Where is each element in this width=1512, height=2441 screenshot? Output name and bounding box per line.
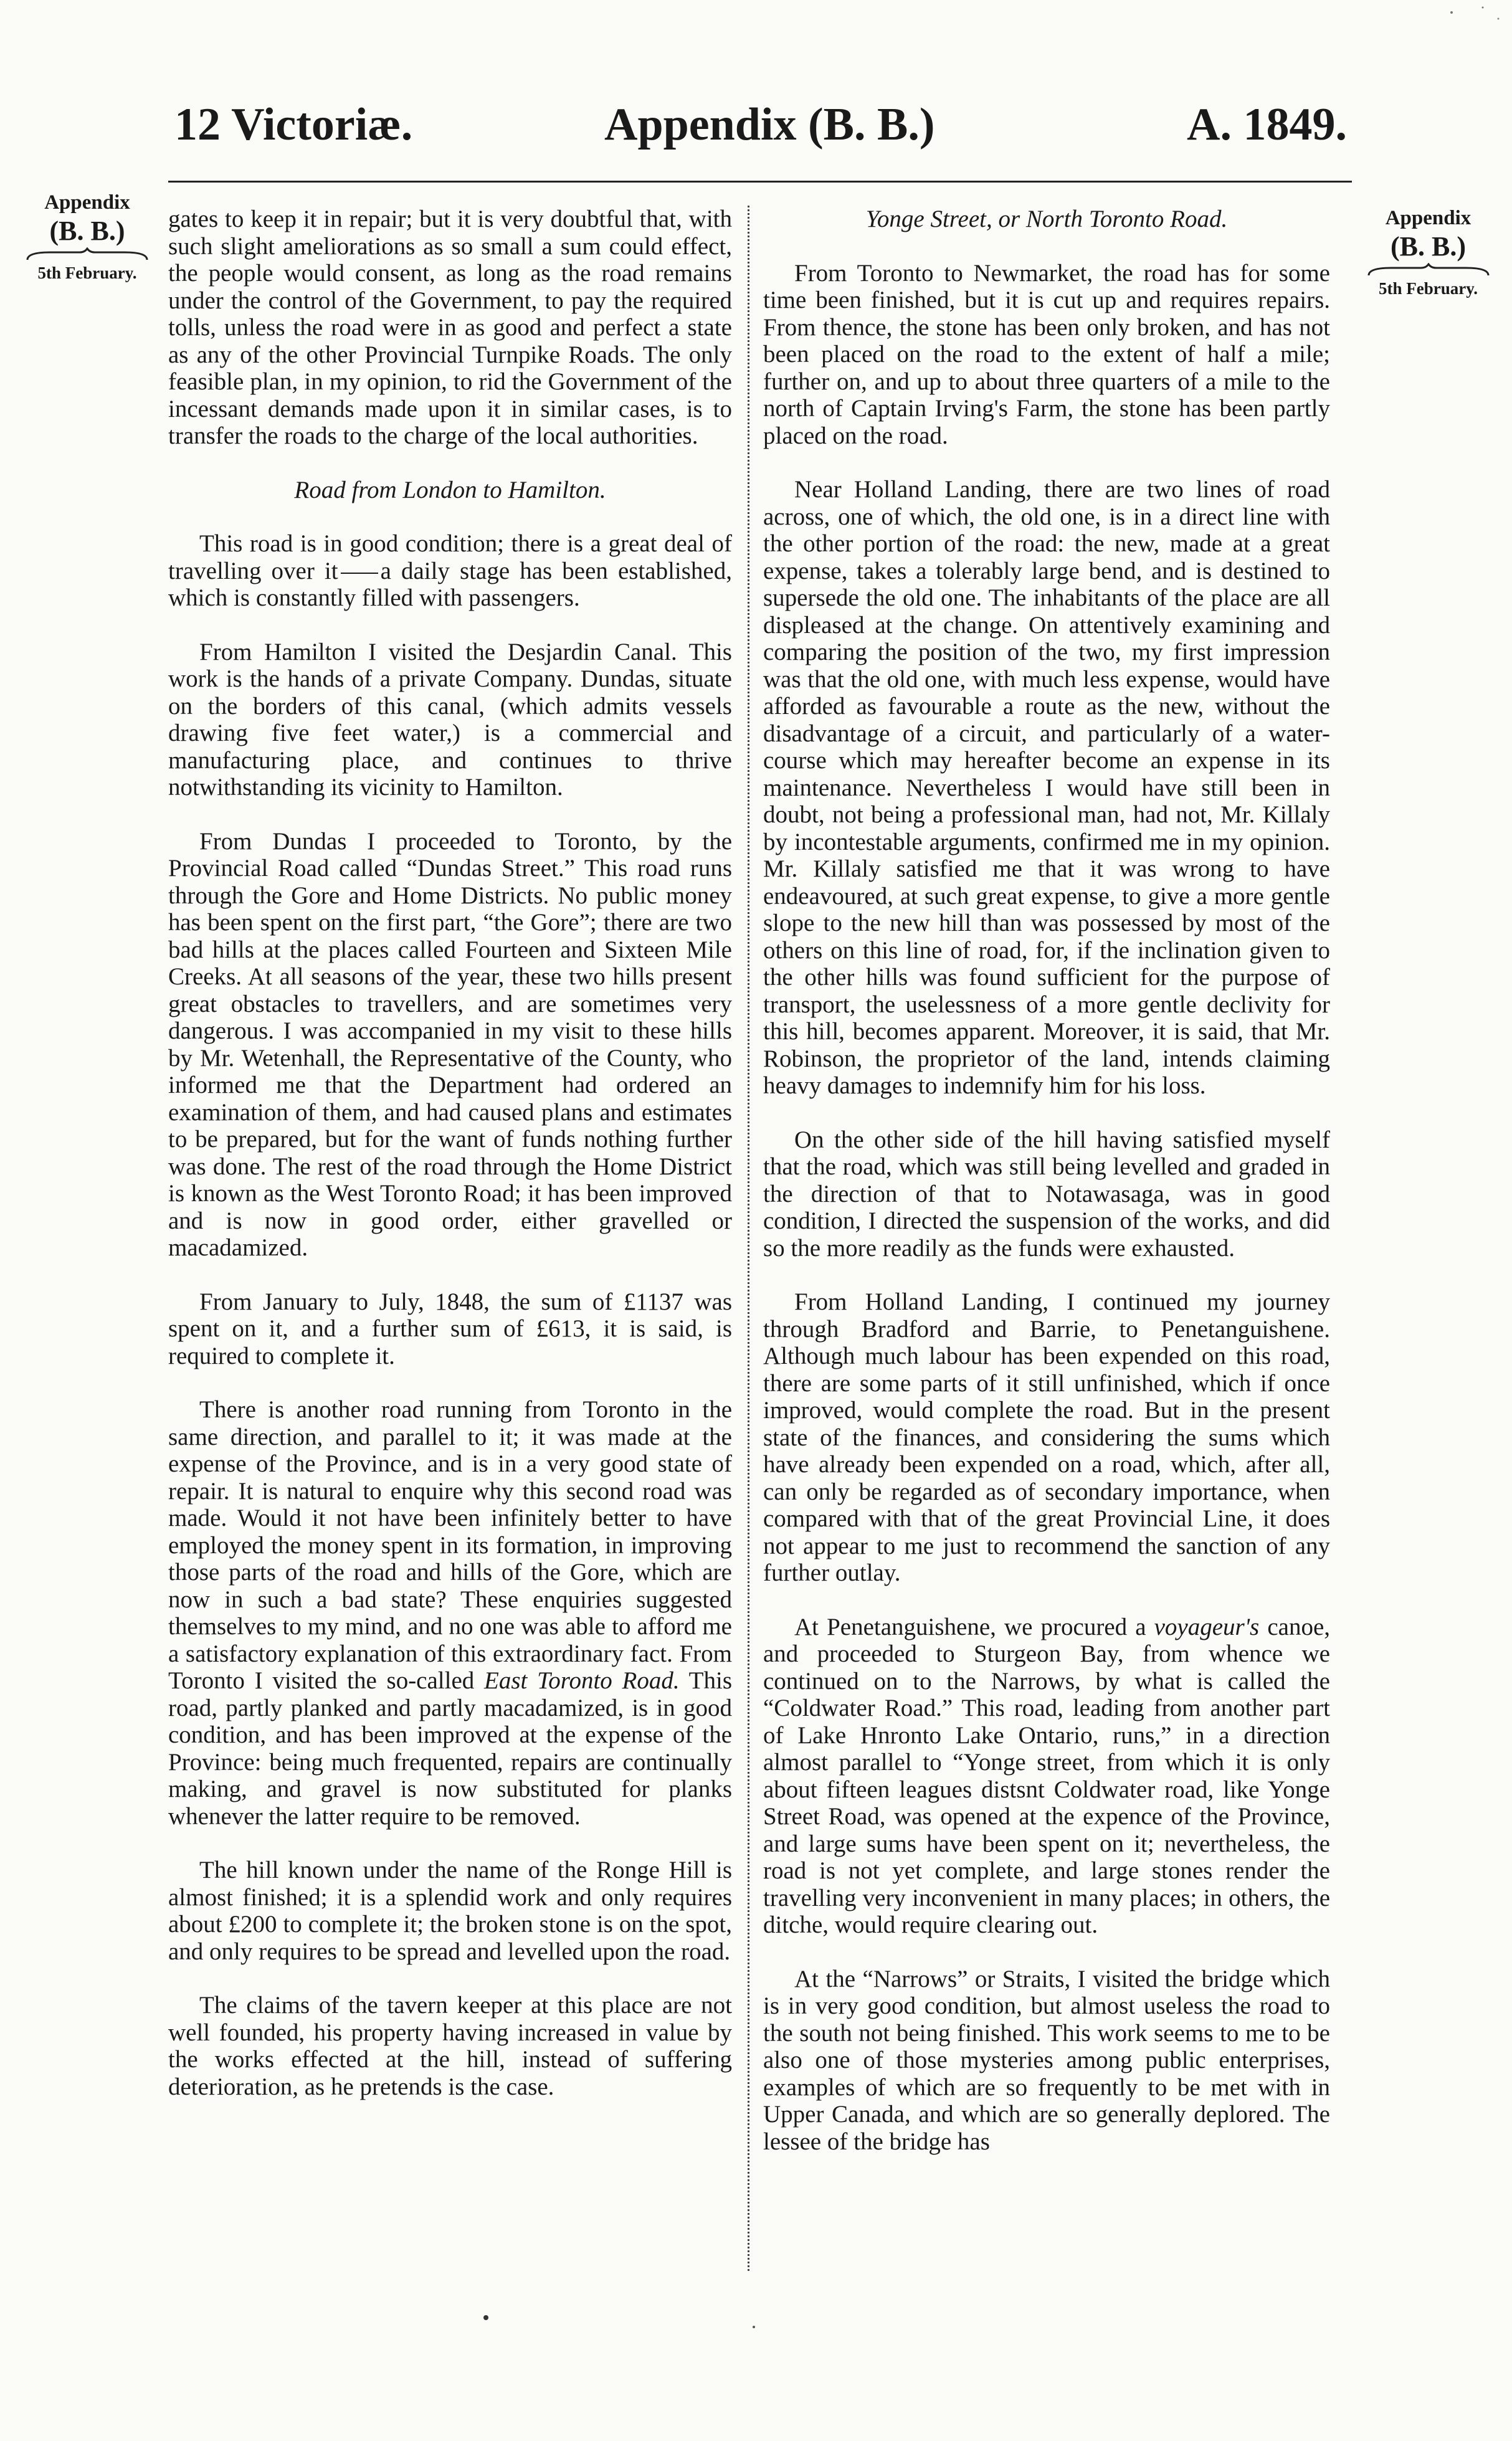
paragraph: gates to keep it in repair; but it is very doubtful that, with such slight ameliorations as so small a sum could effect, the people would consent, as long as the road remains under the control of the Government, to pay the required tolls, unless the road were in as good and perfect a state as any of the other Provincial Turnpike Roads. The only feasible plan, in my opinion, to rid the Government of the incessant demands made upon it in similar cases, is to transfer the roads to the charge of the local authorities.: [168, 206, 732, 449]
paragraph: The hill known under the name of the Ronge Hill is almost finished; it is a splendid work and only requires about £200 to complete it; the broken stone is on the spot, and only requires to be spread and levelled upon the road.: [168, 1857, 732, 1965]
paragraph: Near Holland Landing, there are two lines of road across, one of which, the old one, is in a direct line with the other portion of the road: the new, made at a great expense, takes a tolerably large bend, and is destined to supersede the old one. The inhabitants of the place are all displeased at the change. On attentively examining and comparing the position of the two, my first impression was that the old one, with much less expense, would have afforded as favourable a route as the new, without the disadvantage of a circuit, and particularly of a water-course which may hereafter become an expense in its maintenance. Nevertheless I would have still been in doubt, not being a professional man, had not, Mr. Killaly by incontestable arguments, confirmed me in my opinion. Mr. Killaly satisfied me that it was wrong to have endeavoured, at such great expense, to give a more gentle slope to the new hill than was possessed by most of the others on this line of road, for, if the inclination given to the other hills was found sufficient for the purpose of transport, the uselessness of a more gentle declivity for this hill, becomes apparent. Moreover, it is said, that Mr. Robinson, the proprietor of the land, intends claiming heavy damages to indemnify him for his loss.: [763, 476, 1330, 1099]
margin-date: 5th February.: [37, 264, 137, 282]
text-span: canoe, and proceeded to Sturgeon Bay, from whence we continued on to the Narrows, by what is called the “Coldwater Road.” This road, leading from another part of Lake Hnronto Lake Ontario, runs,” in a direction almost parallel to “Yonge street, from which it is only about fifteen leagues distsnt Coldwater road, like Yonge Street Road, was opened at the expence of the Province, and large sums have been spent on it; nevertheless, the road is not yet complete, and large stones render the travelling very inconvenient in many places; in others, the ditche, would require clearing out.: [763, 1613, 1331, 1938]
paragraph: The claims of the tavern keeper at this place are not well founded, his property having increased in value by the works effected at the hill, instead of suffering deterioration, as he pretends is the case.: [168, 1992, 732, 2100]
margin-appendix-ref: (B. B.): [1391, 231, 1466, 262]
margin-appendix-label: Appendix: [1385, 207, 1472, 229]
section-heading-yonge-street: Yonge Street, or North Toronto Road.: [865, 206, 1228, 232]
paragraph: [763, 1614, 1330, 1939]
paragraph: From Toronto to Newmarket, the road has for some time been finished, but it is cut up and requires repairs. From thence, the stone has been only broken, and has not been placed on the road to the extent of half a mile; further on, and up to about three quarters of a mile to the north of Captain Irving's Farm, the stone has been partly placed on the road.: [763, 259, 1330, 449]
header-year: A. 1849.: [1187, 99, 1347, 150]
text-span: There is another road running from Toronto in the same direction, and parallel to it; it was made at the expense of the Province, and is in a very good state of repair. It is natural to enquire why this second road was made. Would it not have been infinitely better to have employed the money spent in its formation, in improving those parts of the road and hills of the Gore, which are now in such a bad state? These enquiries suggested themselves to my mind, and no one was able to afford me a satisfactory explanation of this extraordinary fact. From Toronto I visited the so-called: [168, 1396, 732, 1694]
left-margin-note: [12, 190, 162, 283]
header-session: 12 Victoriæ.: [174, 99, 413, 150]
section-heading-london-hamilton: Road from London to Hamilton.: [294, 476, 606, 503]
margin-appendix-ref: (B. B.): [49, 216, 125, 246]
margin-date: 5th February.: [1379, 279, 1478, 298]
header-rule: [168, 181, 1352, 183]
brace-icon: [25, 247, 150, 262]
em-dash: [341, 573, 378, 574]
text-span: a daily stage has been established, which is constantly filled with passengers.: [168, 557, 732, 611]
paragraph: [168, 530, 732, 612]
road-name: East Toronto Road.: [484, 1667, 680, 1694]
brace-icon: [1366, 263, 1491, 278]
text-span: This road, partly planked and partly macadamized, is in good condition, and has been improved at the expense of the Province: being much frequented, repairs are continually making, and gravel is now substituted for planks whenever the latter require to be removed.: [168, 1667, 733, 1830]
right-margin-note: [1352, 206, 1505, 299]
paragraph: At the “Narrows” or Straits, I visited the bridge which is in very good condition, but almost useless the road to the south not being finished. This work seems to me to be also one of those mysteries among public enterprises, examples of which are so frequently to be met with in Upper Canada, and which are so generally deplored. The lessee of the bridge has: [763, 1965, 1330, 2155]
paragraph: From January to July, 1848, the sum of £1137 was spent on it, and a further sum of £613, it is said, is required to complete it.: [168, 1288, 732, 1369]
header-appendix-title: Appendix (B. B.): [604, 99, 935, 150]
italic-word: voyageur's: [1154, 1613, 1260, 1640]
paragraph: On the other side of the hill having satisfied myself that the road, which was still being levelled and graded in the direction of that to Notawasaga, was in good condition, I directed the suspension of the works, and did so the more readily as the funds were exhausted.: [763, 1126, 1330, 1262]
paragraph: From Holland Landing, I continued my journey through Bradford and Barrie, to Penetanguishene. Although much labour has been expended on this road, there are some parts of it still unfinished, which if once improved, would complete the road. But in the present state of the finances, and considering the sums which have already been expended on a road, which, after all, can only be regarded as of secondary importance, when compared with that of the great Provincial Line, it does not appear to me just to recommend the sanction of any further outlay.: [763, 1288, 1330, 1586]
text-span: At Penetanguishene, we procured a: [794, 1613, 1146, 1640]
paragraph: From Dundas I proceeded to Toronto, by the Provincial Road called “Dundas Street.” This road runs through the Gore and Home Districts. No public money has been spent on the first part, “the Gore”; there are two bad hills at the places called Fourteen and Sixteen Mile Creeks. At all seasons of the year, these two hills present great obstacles to travellers, and are sometimes very dangerous. I was accompanied in my visit to these hills by Mr. Wetenhall, the Representative of the County, who informed me that the Department had ordered an examination of them, and had caused plans and estimates to be prepared, but for the want of funds nothing further was done. The rest of the road through the Home District is known as the West Toronto Road; it has been improved and is now in good order, either gravelled or macadamized.: [168, 827, 732, 1261]
left-column: [168, 206, 732, 2127]
paragraph: [168, 1396, 732, 1830]
paragraph: From Hamilton I visited the Desjardin Canal. This work is the hands of a private Company. Dundas, situate on the borders of this canal, (which admits vessels drawing five feet water,) is a commercial and manufacturing place, and continues to thrive notwithstanding its vicinity to Hamilton.: [168, 638, 732, 801]
page-header: [0, 93, 1512, 162]
margin-appendix-label: Appendix: [44, 191, 130, 214]
column-divider: [748, 206, 749, 2271]
right-column: [763, 206, 1330, 2182]
text-span: This road is in good condition; there is a great deal of travelling over it: [168, 530, 732, 584]
